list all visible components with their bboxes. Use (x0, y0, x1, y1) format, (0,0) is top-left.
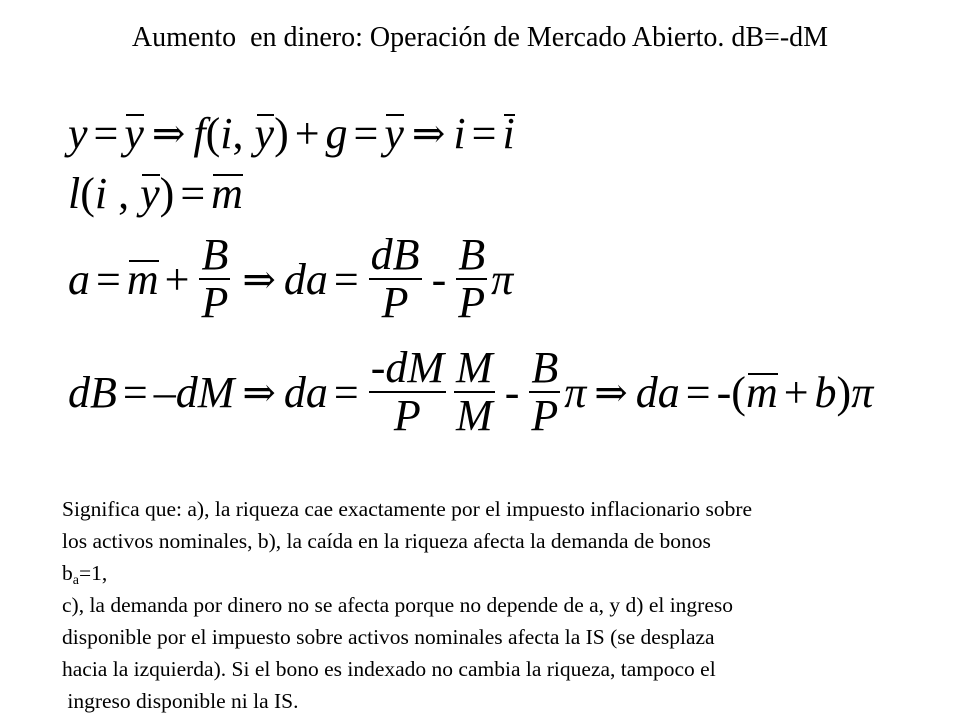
implies-arrow-icon: ⇒ (151, 111, 186, 156)
slide-title: Aumento en dinero: Operación de Mercado Abierto. dB=-dM (131, 22, 829, 53)
implies-arrow-icon: ⇒ (411, 111, 446, 156)
equation-equilibrium-output: y = y ⇒ f ( i , y ) + g = y ⇒ i = i (68, 109, 515, 158)
paragraph-line: los activos nominales, b), la caída en la riqueza afecta la demanda de bonos (62, 529, 711, 553)
implies-arrow-icon: ⇒ (242, 256, 276, 302)
paragraph-line: hacia la izquierda). Si el bono es indexado no cambia la riqueza, tampoco el (62, 657, 716, 681)
paragraph-line: ingreso disponible ni la IS. (62, 689, 299, 713)
equation-open-market-operation: dB = – dM ⇒ da = $\frac{-dM}{P}$ $\frac{M}{M}$ - $\frac{B}{P}$ π ⇒ da = -( m + b ) π (68, 343, 874, 441)
paragraph-line: Significa que: a), la riqueza cae exactamente por el impuesto inflacionario sobre (62, 497, 753, 521)
bond-value: =1, (78, 561, 108, 585)
bond-symbol: b (62, 561, 73, 585)
bond-subscript: a (72, 573, 79, 588)
explanation-paragraph (62, 493, 922, 717)
implies-arrow-icon: ⇒ (594, 369, 628, 415)
paragraph-line: c), la demanda por dinero no se afecta porque no depende de a, y d) el ingreso (62, 593, 734, 617)
equation-money-demand: l ( i , y ) = m (68, 169, 243, 218)
equation-wealth: a = m + $\frac{B}{P}$ ⇒ da = $\frac{dB}{P}$ - $\frac{B}{P}$ π (68, 230, 514, 328)
paragraph-line: disponible por el impuesto sobre activos nominales afecta la IS (se desplaza (62, 625, 715, 649)
implies-arrow-icon: ⇒ (242, 369, 276, 415)
paragraph-line-bonds (62, 557, 922, 589)
